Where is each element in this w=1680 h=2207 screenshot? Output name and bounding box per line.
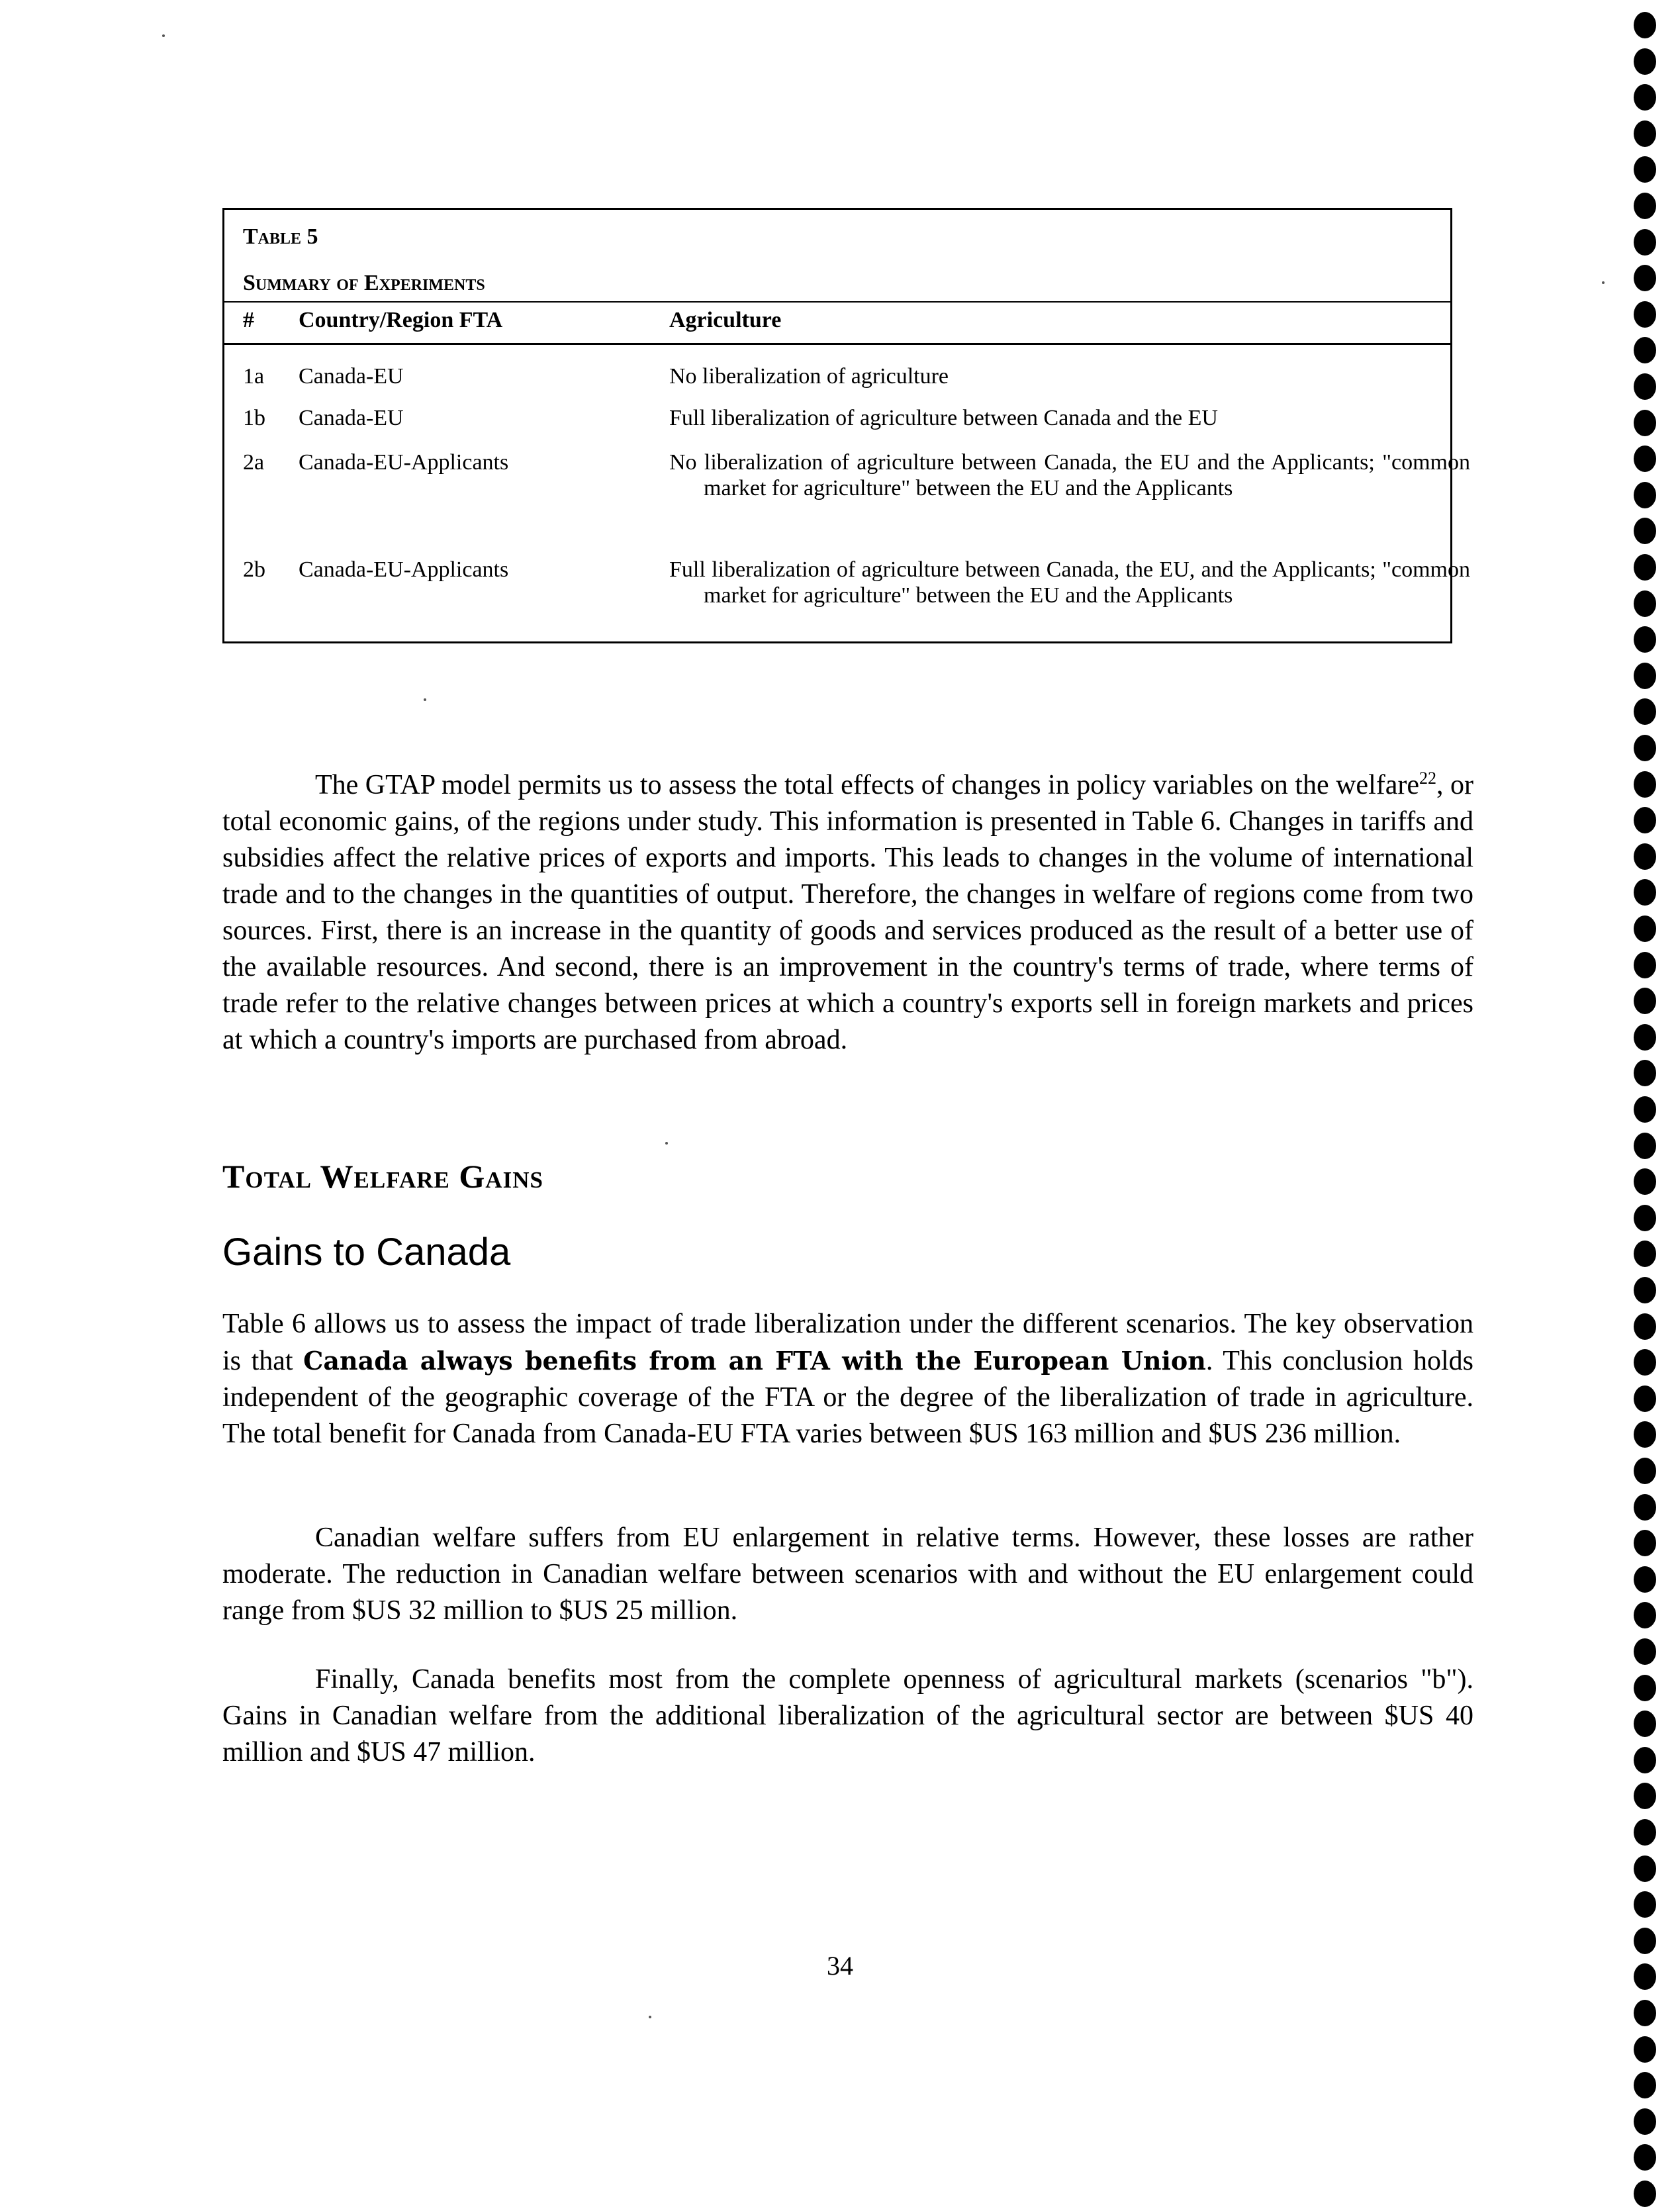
table-header-id: #: [243, 308, 254, 332]
paragraph-text: . This conclusion holds independent of the geographic coverage of the FTA or the degree of the liberalization of trade in agriculture. The total benefit for Canada from Canada-EU FTA varies between $US 163 million and $US 236 million.: [222, 1346, 1473, 1449]
binding-hole: [1634, 1168, 1656, 1195]
summary-table: [222, 208, 1470, 643]
paragraph-gtap: [222, 760, 1473, 1058]
binding-hole: [1634, 120, 1656, 147]
binding-hole: [1634, 1349, 1656, 1376]
row-region: Canada-EU-Applicants: [299, 557, 509, 582]
binding-hole: [1634, 518, 1656, 544]
row-id: 2b: [243, 557, 265, 582]
binding-hole: [1634, 156, 1656, 183]
row-region: Canada-EU-Applicants: [299, 450, 509, 475]
row-agriculture: Full liberalization of agriculture between Canada, the EU, and the Applicants; "common market for agriculture" between the EU and the Applicants: [669, 557, 1470, 608]
binding-hole: [1634, 446, 1656, 472]
binding-hole: [1634, 2181, 1656, 2207]
scan-speck: [649, 2016, 651, 2018]
row-agriculture: No liberalization of agriculture between Canada, the EU and the Applicants; "common market for agriculture" between the EU and the Applicants: [669, 450, 1470, 500]
row-agriculture: Full liberalization of agriculture between Canada and the EU: [669, 406, 1218, 430]
binding-hole: [1634, 229, 1656, 256]
table-header-region: Country/Region FTA: [299, 308, 503, 332]
binding-hole: [1634, 952, 1656, 978]
paragraph-text: Table 6 allows us to assess the impact of trade liberalization under the different scenarios. The key observation is that: [222, 1309, 1473, 1376]
row-id: 2a: [243, 450, 265, 475]
binding-hole: [1634, 626, 1656, 653]
row-id: 1b: [243, 406, 265, 430]
row-id: 1a: [243, 364, 265, 389]
binding-hole: [1634, 1096, 1656, 1123]
paragraph-text: , or total economic gains, of the regions under study. This information is presented in Table 6. Changes in tariffs and subsidies affect the relative prices of exports and imports. This leads to changes in the volume of international trade and to the changes in the quantities of output. Therefore, the changes in welfare of regions come from two sources. First, there is an increase in the quantity of goods and services produced as the result of a better use of the available resources. And second, there is an improvement in the country's terms of trade, where terms of trade refer to the relative changes between prices at which a country's exports sell in foreign markets and prices at which a country's imports are purchased from abroad.: [222, 770, 1474, 1055]
binding-hole: [1634, 1205, 1656, 1231]
binding-hole: [1634, 1313, 1656, 1340]
table-rule: [224, 301, 1450, 303]
binding-hole: [1634, 1855, 1656, 1882]
binding-hole: [1634, 771, 1656, 798]
binding-hole: [1634, 1638, 1656, 1665]
binding-hole: [1634, 265, 1656, 291]
binding-hole: [1634, 2108, 1656, 2135]
binding-hole: [1634, 1530, 1656, 1556]
binding-hole: [1634, 1675, 1656, 1701]
binding-hole: [1634, 843, 1656, 870]
binding-hole: [1634, 482, 1656, 508]
row-region: Canada-EU: [299, 364, 404, 389]
binding-holes: [1630, 0, 1680, 2204]
key-observation: Canada always benefits from an FTA with the European Union: [303, 1346, 1206, 1376]
binding-hole: [1634, 1024, 1656, 1051]
footnote-marker: 22: [1419, 769, 1437, 788]
binding-hole: [1634, 1385, 1656, 1412]
binding-hole: [1634, 373, 1656, 400]
binding-hole: [1634, 1783, 1656, 1809]
page-number: 34: [827, 1951, 853, 1981]
subsection-heading: Gains to Canada: [222, 1231, 511, 1274]
table-header-agriculture: Agriculture: [669, 308, 782, 332]
binding-hole: [1634, 301, 1656, 328]
binding-hole: [1634, 2144, 1656, 2171]
binding-hole: [1634, 1060, 1656, 1086]
binding-hole: [1634, 1819, 1656, 1846]
table-title: Summary of Experiments: [243, 271, 485, 295]
binding-hole: [1634, 1711, 1656, 1737]
binding-hole: [1634, 879, 1656, 906]
binding-hole: [1634, 1241, 1656, 1267]
binding-hole: [1634, 1566, 1656, 1593]
binding-hole: [1634, 1602, 1656, 1628]
binding-hole: [1634, 2072, 1656, 2098]
binding-hole: [1634, 2036, 1656, 2063]
paragraph-enlargement: Canadian welfare suffers from EU enlargement in relative terms. However, these losses are rather moderate. The reduction in Canadian welfare between scenarios with and without the EU enlargement could range from $US 32 million to $US 25 million.: [222, 1523, 1473, 1626]
binding-hole: [1634, 590, 1656, 617]
binding-hole: [1634, 916, 1656, 942]
row-region: Canada-EU: [299, 406, 404, 430]
binding-hole: [1634, 735, 1656, 761]
binding-hole: [1634, 698, 1656, 725]
binding-hole: [1634, 663, 1656, 689]
table-header-rule: [224, 343, 1450, 345]
section-heading: Total Welfare Gains: [222, 1158, 543, 1195]
binding-hole: [1634, 1747, 1656, 1773]
binding-hole: [1634, 554, 1656, 581]
binding-hole: [1634, 1277, 1656, 1303]
scan-speck: [1602, 281, 1605, 284]
binding-hole: [1634, 193, 1656, 219]
paragraph-text: The GTAP model permits us to assess the total effects of changes in policy variables on the welfare: [315, 770, 1420, 800]
binding-hole: [1634, 410, 1656, 436]
binding-hole: [1634, 337, 1656, 363]
binding-hole: [1634, 1928, 1656, 1954]
binding-hole: [1634, 1891, 1656, 1918]
scan-speck: [162, 34, 165, 37]
binding-hole: [1634, 1421, 1656, 1448]
scan-speck: [424, 698, 426, 701]
paragraph-gains: [222, 1306, 1473, 1452]
scan-speck: [665, 1142, 668, 1145]
binding-hole: [1634, 988, 1656, 1014]
binding-hole: [1634, 48, 1656, 75]
binding-hole: [1634, 1458, 1656, 1484]
paragraph-agriculture: Finally, Canada benefits most from the complete openness of agricultural markets (scenarios "b"). Gains in Canadian welfare from the additional liberalization of the agricultural sector are between $US 40 million and $US 47 million.: [222, 1664, 1473, 1767]
binding-hole: [1634, 1133, 1656, 1159]
binding-hole: [1634, 807, 1656, 833]
row-agriculture: No liberalization of agriculture: [669, 364, 949, 389]
binding-hole: [1634, 1963, 1656, 1990]
table-number: Table 5: [243, 224, 318, 249]
binding-hole: [1634, 84, 1656, 111]
binding-hole: [1634, 1494, 1656, 1521]
binding-hole: [1634, 12, 1656, 38]
binding-hole: [1634, 2000, 1656, 2026]
